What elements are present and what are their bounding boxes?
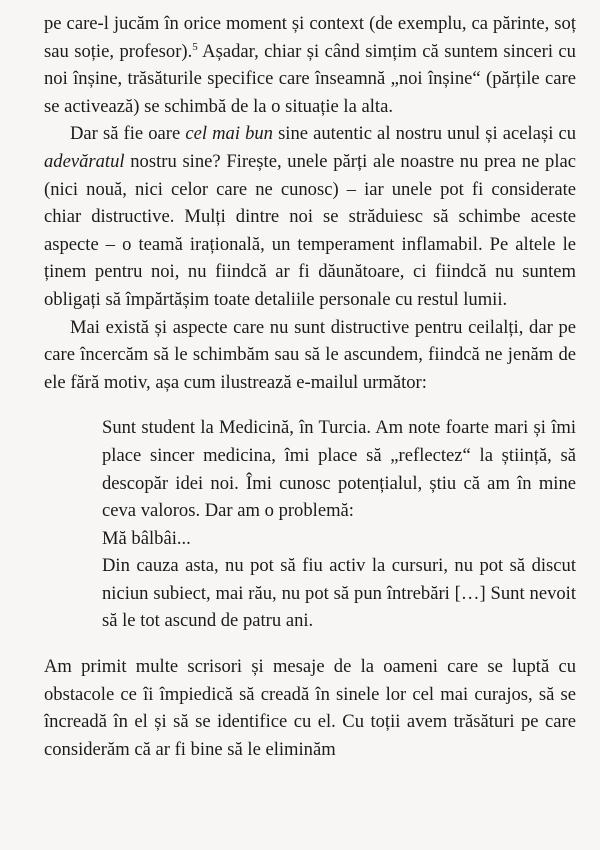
paragraph-4: Am primit multe scrisori și mesaje de la oameni care se luptă cu obstacole ce îi împiedică să creadă în sinele lor cel mai curajos, să se încreadă în el și să se identifice cu el. Cu toții avem trăsături pe care considerăm că ar fi bine să le eliminăm [44, 656, 576, 760]
quote-paragraph-3: Din cauza asta, nu pot să fiu activ la cursuri, nu pot să discut niciun subiect, mai rău, nu pot să pun întrebări […] Sunt nevoit să le tot ascund de patru ani. [102, 555, 576, 632]
paragraph-1 [44, 10, 576, 120]
email-quote [102, 414, 576, 635]
footnote-marker: 5 [192, 40, 198, 53]
paragraph-2-text-c: nostru sine? Firește, unele părți ale noastre nu prea ne plac (nici nouă, nici celor care ne cunosc) – iar unele pot fi considerate chiar distructive. Mulți dintre noi se străduiesc să schimbe aceste aspecte – o teamă irațională, un temperament inflamabil. Pe altele le ținem pentru noi, nu fiindcă ar fi dăunătoare, ci fiindcă nu suntem obligați să împărtășim toate detaliile personale cu restul lumii. [44, 150, 576, 310]
paragraph-2-emphasis-2: adevăratul [44, 150, 125, 172]
paragraph-2-text-a: Dar să fie oare [70, 123, 186, 145]
paragraph-1-text-b: Așadar, chiar și când simțim că suntem sinceri cu noi înșine, trăsăturile specifice care înseamnă „noi înșine“ (părțile care se activează) se schimbă de la o situație la alta. [44, 40, 576, 117]
paragraph-1-text-a: pe care-l jucăm în orice moment și context (de exemplu, ca părinte, soț sau soție, profesor). [44, 13, 576, 62]
paragraph-2-text-b: sine autentic al nostru unul și același cu [272, 123, 577, 145]
quote-paragraph-1: Sunt student la Medicină, în Turcia. Am note foarte mari și îmi place sincer medicina, îmi place să „reflectez“ la știință, să descopăr idei noi. Îmi cunosc potențialul, știu că am în mine ceva valoros. Dar am o problemă: [102, 417, 576, 522]
paragraph-2-emphasis-1: cel mai bun [185, 123, 273, 145]
paragraph-2 [44, 120, 576, 313]
paragraph-3: Mai există și aspecte care nu sunt distructive pentru ceilalți, dar pe care încercăm să le schimbăm sau să le ascundem, fiindcă ne jenăm de ele fără motiv, așa cum ilustrează e-mailul următor: [44, 316, 576, 393]
quote-paragraph-2: Mă bâlbâi... [102, 527, 191, 549]
body-text [44, 10, 576, 763]
